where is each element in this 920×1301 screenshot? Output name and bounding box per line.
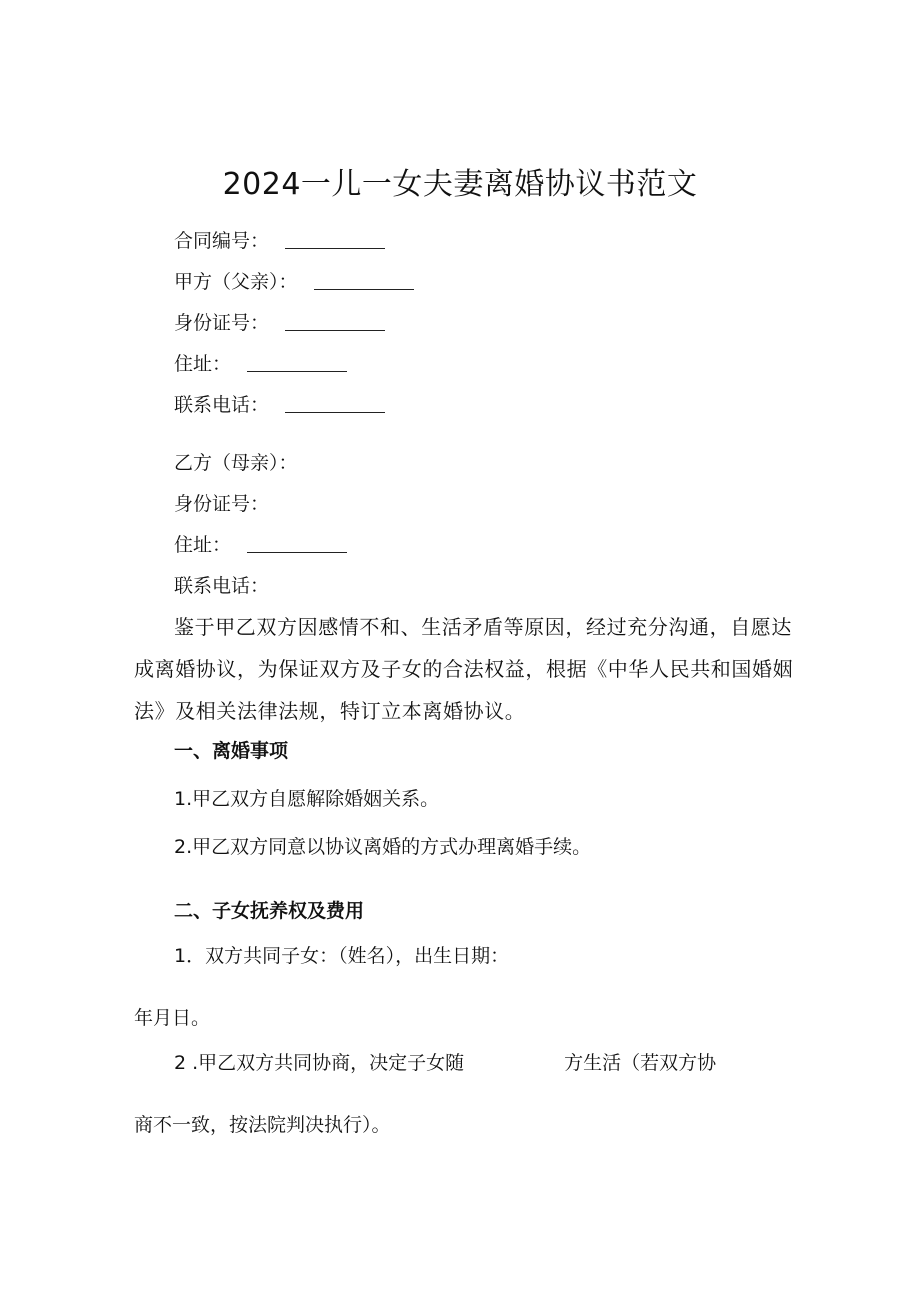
party-a-phone-label: 联系电话： [174, 394, 270, 416]
party-a-id-label: 身份证号： [174, 312, 270, 334]
contract-number-blank [285, 247, 385, 249]
party-b-id-field [174, 489, 269, 519]
party-a-blank [314, 288, 414, 290]
party-a-address-blank [247, 370, 347, 372]
party-b-label: 乙方（母亲）： [174, 452, 298, 474]
document-title: 2024一儿一女夫妻离婚协议书范文 [222, 167, 698, 202]
contract-number-label: 合同编号： [174, 230, 270, 252]
party-b-address-label: 住址： [174, 534, 232, 556]
section-2-heading: 二、子女抚养权及费用 [174, 900, 365, 922]
party-b-address-blank [247, 551, 347, 553]
party-a-label: 甲方（父亲）： [174, 271, 298, 293]
section-2-item-2-part-a: 2 .甲乙双方共同协商，决定子女随 [174, 1052, 465, 1074]
party-a-phone-field [174, 390, 385, 420]
party-b-address-field [174, 530, 347, 560]
section-2-item-2-part-b: 方生活（若双方协 [564, 1052, 717, 1074]
preamble-paragraph: 鉴于甲乙双方因感情不和、生活矛盾等原因，经过充分沟通，自愿达成离婚协议，为保证双方及子女的合法权益，根据《中华人民共和国婚姻法》及相关法律法规，特订立本离婚协议。 [134, 615, 794, 723]
section-1-item-2: 2.甲乙双方同意以协议离婚的方式办理离婚手续。 [174, 836, 592, 858]
party-a-id-field [174, 308, 385, 338]
party-a-address-label: 住址： [174, 353, 232, 375]
party-b-field [174, 448, 298, 478]
section-1-heading: 一、离婚事项 [174, 740, 289, 762]
section-1-item-1: 1.甲乙双方自愿解除婚姻关系。 [174, 788, 440, 810]
party-b-phone-field [174, 571, 269, 601]
section-2-item-2 [174, 1048, 716, 1078]
party-a-phone-blank [285, 411, 385, 413]
party-b-phone-label: 联系电话： [174, 575, 270, 597]
party-a-field [174, 267, 414, 297]
section-2-item-1: 1．双方共同子女：（姓名），出生日期： [174, 945, 510, 967]
section-2-item-2-continued: 商不一致，按法院判决执行）。 [134, 1114, 391, 1136]
party-b-id-label: 身份证号： [174, 493, 270, 515]
party-a-address-field [174, 349, 347, 379]
section-2-item-1-date: 年月日。 [134, 1007, 211, 1029]
party-a-id-blank [285, 329, 385, 331]
contract-number-field [174, 226, 385, 256]
